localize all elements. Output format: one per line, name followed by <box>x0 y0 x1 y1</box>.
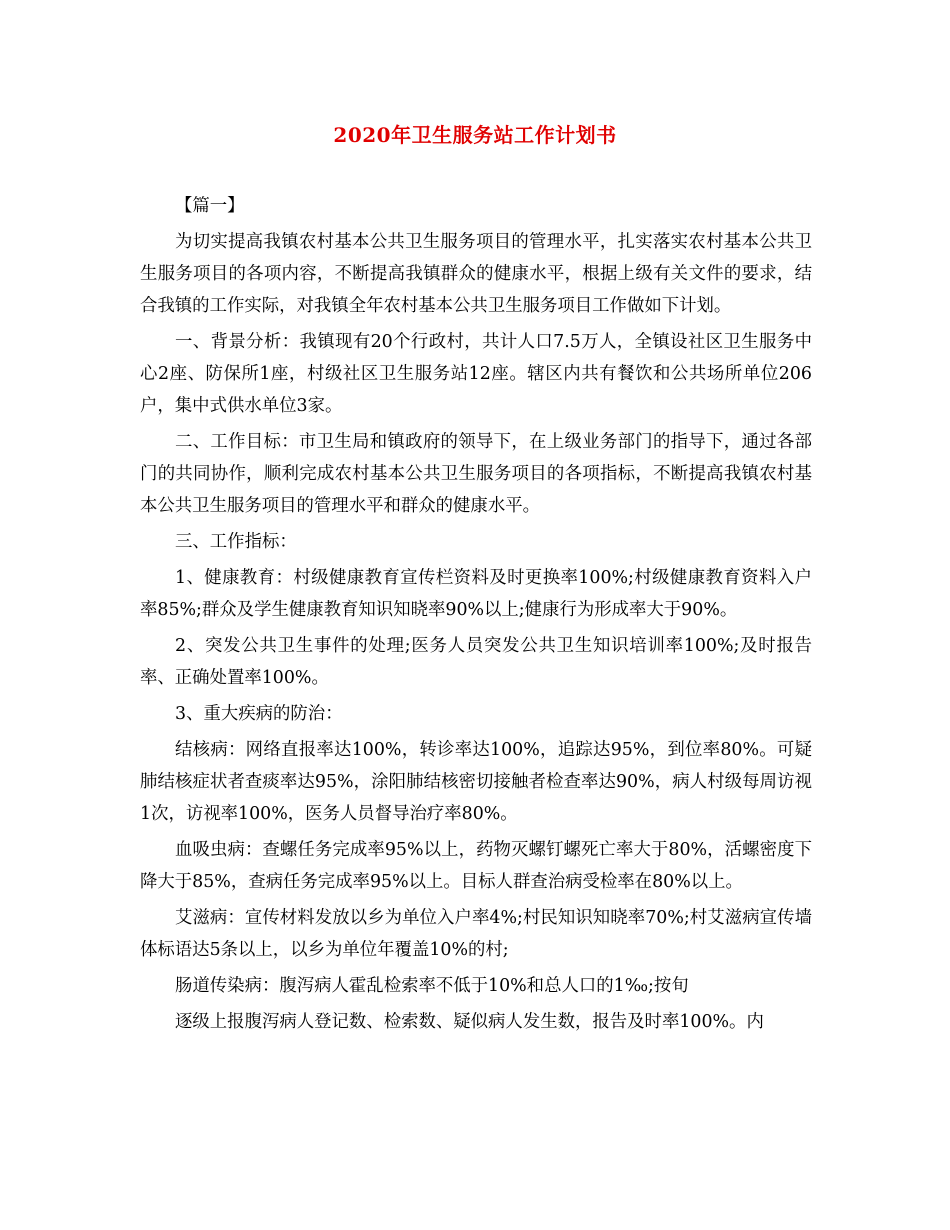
paragraph-goals: 二、工作目标：市卫生局和镇政府的领导下，在上级业务部门的指导下，通过各部门的共同协作，顺利完成农村基本公共卫生服务项目的各项指标，不断提高我镇农村基本公共卫生服务项目的管理水平和群众的健康水平。 <box>140 432 812 516</box>
paragraph-aids: 艾滋病：宣传材料发放以乡为单位入户率4%;村民知识知晓率70%;村艾滋病宣传墙体标语达5条以上，以乡为单位年覆盖10%的村; <box>140 908 812 960</box>
document-title: 2020年卫生服务站工作计划书 <box>333 123 617 147</box>
paragraph-indicators-heading: 三、工作指标： <box>175 532 297 552</box>
paragraph-tuberculosis: 结核病：网络直报率达100%，转诊率达100%，追踪达95%，到位率80%。可疑肺结核症状者查痰率达95%，涂阳肺结核密切接触者检查率达90%，病人村级每周访视1次，访视率100%，医务人员督导治疗率80%。 <box>140 740 812 824</box>
paragraph-reporting: 逐级上报腹泻病人登记数、检索数、疑似病人发生数，报告及时率100%。内 <box>175 1012 764 1032</box>
document-body <box>140 190 812 1042</box>
paragraph-schistosomiasis: 血吸虫病：查螺任务完成率95%以上，药物灭螺钉螺死亡率大于80%，活螺密度下降大于85%，查病任务完成率95%以上。目标人群查治病受检率在80%以上。 <box>140 840 812 892</box>
paragraph-intro: 为切实提高我镇农村基本公共卫生服务项目的管理水平，扎实落实农村基本公共卫生服务项目的各项内容，不断提高我镇群众的健康水平，根据上级有关文件的要求，结合我镇的工作实际，对我镇全年农村基本公共卫生服务项目工作做如下计划。 <box>140 232 812 316</box>
paragraph-intestinal: 肠道传染病：腹泻病人霍乱检索率不低于10%和总人口的1‰;按旬 <box>175 976 689 996</box>
paragraph-emergency: 2、突发公共卫生事件的处理;医务人员突发公共卫生知识培训率100%;及时报告率、正确处置率100%。 <box>140 636 812 688</box>
paragraph-health-education: 1、健康教育：村级健康教育宣传栏资料及时更换率100%;村级健康教育资料入户率85%;群众及学生健康教育知识知晓率90%以上;健康行为形成率大于90%。 <box>140 568 812 620</box>
paragraph-background: 一、背景分析：我镇现有20个行政村，共计人口7.5万人，全镇设社区卫生服务中心2座、防保所1座，村级社区卫生服务站12座。辖区内共有餐饮和公共场所单位206户，集中式供水单位3家。 <box>140 332 812 416</box>
paragraph-disease-heading: 3、重大疾病的防治： <box>175 704 343 724</box>
section-heading: 【篇一】 <box>175 196 245 216</box>
